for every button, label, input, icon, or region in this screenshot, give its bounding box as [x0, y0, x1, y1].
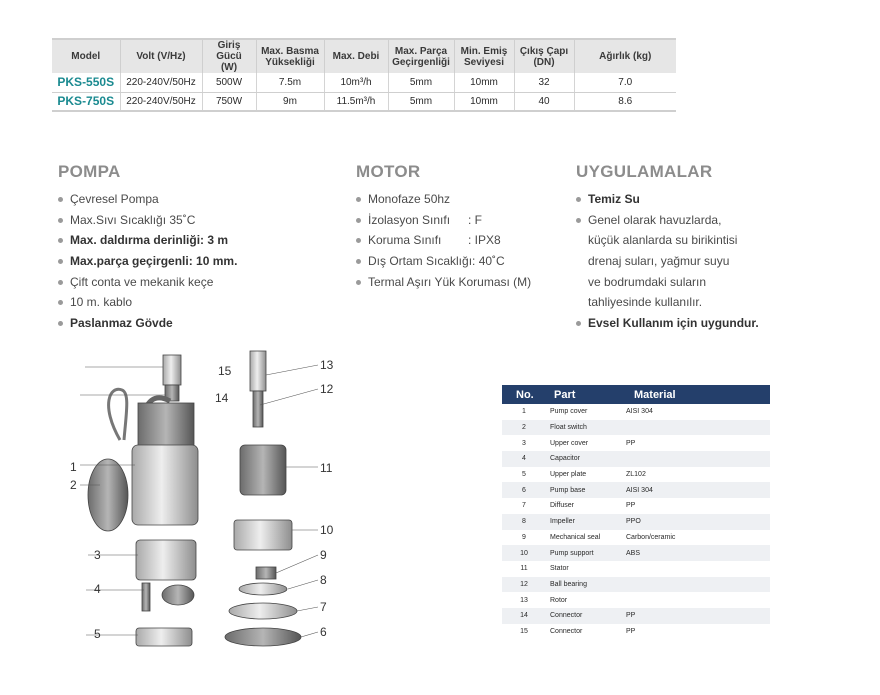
part-name: Impeller	[546, 514, 626, 530]
part-no: 9	[502, 530, 546, 546]
part-material	[626, 577, 770, 593]
list-item: Dış Ortam Sıcaklığı: 40˚C	[356, 251, 531, 272]
list-item: Max. daldırma derinliği: 3 m	[58, 230, 237, 251]
bullet-icon	[356, 218, 361, 223]
bullet-icon	[58, 300, 63, 305]
table-cell: 7.0	[574, 73, 676, 92]
table-cell: 5mm	[388, 73, 454, 92]
spec-header-volt: Volt (V/Hz)	[120, 39, 202, 73]
spec-header-row	[52, 39, 676, 73]
table-row	[52, 73, 676, 92]
table-row	[502, 467, 770, 483]
list-item: İzolasyon Sınıfı : F	[356, 210, 531, 231]
part-name: Upper plate	[546, 467, 626, 483]
part-no: 14	[502, 608, 546, 624]
spec-header-model: Model	[52, 39, 120, 73]
motor-title: MOTOR	[356, 162, 421, 181]
spec-table	[52, 38, 676, 112]
bullet-icon	[58, 238, 63, 243]
cable-shape	[109, 389, 127, 440]
spec-header-outlet: Çıkış Çapı (DN)	[514, 39, 574, 73]
parts-header-material: Material	[626, 385, 770, 404]
part-no: 1	[502, 404, 546, 420]
motor-section	[356, 162, 531, 292]
table-cell: 220-240V/50Hz	[120, 92, 202, 111]
part-name: Pump support	[546, 545, 626, 561]
spec-header-weight: Ağırlık (kg)	[574, 39, 676, 73]
callout-9: 9	[320, 548, 327, 562]
table-row	[502, 545, 770, 561]
part-material: AISI 304	[626, 482, 770, 498]
part-name: Pump cover	[546, 404, 626, 420]
part-no: 4	[502, 451, 546, 467]
table-cell: 10mm	[454, 92, 514, 111]
bullet-icon	[58, 321, 63, 326]
part-material	[626, 451, 770, 467]
mechanical-seal-shape	[256, 567, 276, 579]
part-material: PP	[626, 608, 770, 624]
list-item: Paslanmaz Gövde	[58, 313, 237, 334]
table-row	[502, 592, 770, 608]
callout-7: 7	[320, 600, 327, 614]
callout-4: 4	[94, 582, 101, 596]
leader-lines-right	[260, 365, 318, 637]
bullet-icon	[356, 238, 361, 243]
uygulamalar-section	[576, 162, 759, 334]
pump-cover-shape	[132, 445, 198, 525]
bullet-icon	[58, 218, 63, 223]
part-material: PP	[626, 624, 770, 640]
table-row	[502, 404, 770, 420]
part-no: 12	[502, 577, 546, 593]
upper-plate-shape	[225, 628, 301, 646]
shaft-shape	[142, 583, 150, 611]
motor-list	[356, 189, 531, 292]
upper-cover-shape	[136, 540, 196, 580]
list-item: Koruma Sınıfı : IPX8	[356, 230, 531, 251]
list-item: Max.Sıvı Sıcaklığı 35˚C	[58, 210, 237, 231]
pompa-list	[58, 189, 237, 334]
callout-11: 11	[320, 461, 333, 475]
part-name: Float switch	[546, 420, 626, 436]
list-item: Evsel Kullanım için uygundur.	[576, 313, 759, 334]
table-row	[52, 92, 676, 111]
list-item: Genel olarak havuzlarda,	[576, 210, 759, 231]
part-name: Stator	[546, 561, 626, 577]
model-name: PKS-550S	[52, 73, 120, 92]
part-material: PPO	[626, 514, 770, 530]
list-item: Monofaze 50hz	[356, 189, 531, 210]
table-row	[502, 624, 770, 640]
table-row	[502, 482, 770, 498]
table-row	[502, 608, 770, 624]
part-name: Connector	[546, 608, 626, 624]
list-item-continuation: ve bodrumdaki suların	[588, 274, 707, 289]
table-cell: 10m³/h	[324, 73, 388, 92]
bullet-icon	[58, 280, 63, 285]
part-no: 6	[502, 482, 546, 498]
list-item-continuation: küçük alanlarda su birikintisi	[588, 233, 738, 248]
part-name: Diffuser	[546, 498, 626, 514]
spec-header-flow: Max. Debi	[324, 39, 388, 73]
bullet-icon	[356, 259, 361, 264]
part-material	[626, 420, 770, 436]
callout-8: 8	[320, 573, 327, 587]
pompa-section	[58, 162, 237, 334]
table-cell: 8.6	[574, 92, 676, 111]
exploded-pump-diagram	[60, 345, 350, 650]
table-cell: 220-240V/50Hz	[120, 73, 202, 92]
uygulamalar-title: UYGULAMALAR	[576, 162, 713, 181]
part-name: Pump base	[546, 482, 626, 498]
table-cell: 11.5m³/h	[324, 92, 388, 111]
callout-1: 1	[70, 460, 77, 474]
impeller-shape	[239, 583, 287, 595]
model-name: PKS-750S	[52, 92, 120, 111]
pompa-title: POMPA	[58, 162, 121, 181]
bullet-icon	[576, 218, 581, 223]
bullet-icon	[58, 259, 63, 264]
part-name: Ball bearing	[546, 577, 626, 593]
callout-14: 14	[215, 391, 229, 405]
part-material	[626, 592, 770, 608]
stator-shape	[240, 445, 286, 495]
table-cell: 40	[514, 92, 574, 111]
table-cell: 9m	[256, 92, 324, 111]
table-cell: 10mm	[454, 73, 514, 92]
pump-support-shape	[234, 520, 292, 550]
part-name: Connector	[546, 624, 626, 640]
float-switch-shape	[88, 459, 128, 531]
parts-table	[502, 385, 770, 639]
part-material: PP	[626, 498, 770, 514]
part-name: Upper cover	[546, 435, 626, 451]
part-name: Rotor	[546, 592, 626, 608]
spec-header-head: Max. Basma Yüksekliği	[256, 39, 324, 73]
part-material: PP	[626, 435, 770, 451]
part-name: Mechanical seal	[546, 530, 626, 546]
list-item: 10 m. kablo	[58, 292, 237, 313]
part-name: Capacitor	[546, 451, 626, 467]
spec-header-particle: Max. Parça Geçirgenliği	[388, 39, 454, 73]
list-item: Çevresel Pompa	[58, 189, 237, 210]
part-no: 8	[502, 514, 546, 530]
spec-header-power: Giriş Gücü (W)	[202, 39, 256, 73]
part-no: 11	[502, 561, 546, 577]
part-material	[626, 561, 770, 577]
part-no: 10	[502, 545, 546, 561]
part-no: 3	[502, 435, 546, 451]
table-cell: 7.5m	[256, 73, 324, 92]
callout-15: 15	[218, 364, 232, 378]
rotor-shape	[250, 351, 266, 391]
part-material: Carbon/ceramic	[626, 530, 770, 546]
bullet-icon	[576, 321, 581, 326]
callout-2: 2	[70, 478, 77, 492]
bullet-icon	[356, 197, 361, 202]
table-row	[502, 577, 770, 593]
pump-base-shape	[136, 628, 192, 646]
part-material: AISI 304	[626, 404, 770, 420]
bullet-icon	[356, 280, 361, 285]
table-cell: 500W	[202, 73, 256, 92]
table-row	[502, 435, 770, 451]
callout-6: 6	[320, 625, 327, 639]
uygulamalar-list	[576, 189, 759, 334]
table-row	[502, 514, 770, 530]
part-no: 2	[502, 420, 546, 436]
bearing-shape	[253, 391, 263, 427]
spec-header-suction: Min. Emiş Seviyesi	[454, 39, 514, 73]
list-item: Max.parça geçirgenli: 10 mm.	[58, 251, 237, 272]
part-material: ABS	[626, 545, 770, 561]
table-cell: 5mm	[388, 92, 454, 111]
part-no: 7	[502, 498, 546, 514]
table-row	[502, 498, 770, 514]
parts-header-no: No.	[502, 385, 546, 404]
callout-5: 5	[94, 627, 101, 641]
part-no: 5	[502, 467, 546, 483]
list-item: Termal Aşırı Yük Koruması (M)	[356, 272, 531, 293]
table-row	[502, 451, 770, 467]
table-row	[502, 420, 770, 436]
table-cell: 750W	[202, 92, 256, 111]
part-no: 15	[502, 624, 546, 640]
callout-10: 10	[320, 523, 334, 537]
parts-header-row	[502, 385, 770, 404]
part-material: ZL102	[626, 467, 770, 483]
table-cell: 32	[514, 73, 574, 92]
diffuser-shape	[229, 603, 297, 619]
callout-12: 12	[320, 382, 334, 396]
table-row	[502, 530, 770, 546]
bullet-icon	[58, 197, 63, 202]
list-item: Çift conta ve mekanik keçe	[58, 272, 237, 293]
table-row	[502, 561, 770, 577]
list-item-continuation: tahliyesinde kullanılır.	[588, 295, 703, 310]
connector-15-shape	[163, 355, 181, 385]
bullet-icon	[576, 197, 581, 202]
list-item: Temiz Su	[576, 189, 759, 210]
part-no: 13	[502, 592, 546, 608]
callout-3: 3	[94, 548, 101, 562]
capacitor-shape	[162, 585, 194, 605]
list-item-continuation: drenaj suları, yağmur suyu	[588, 254, 730, 269]
callout-13: 13	[320, 358, 334, 372]
parts-header-part: Part	[546, 385, 626, 404]
